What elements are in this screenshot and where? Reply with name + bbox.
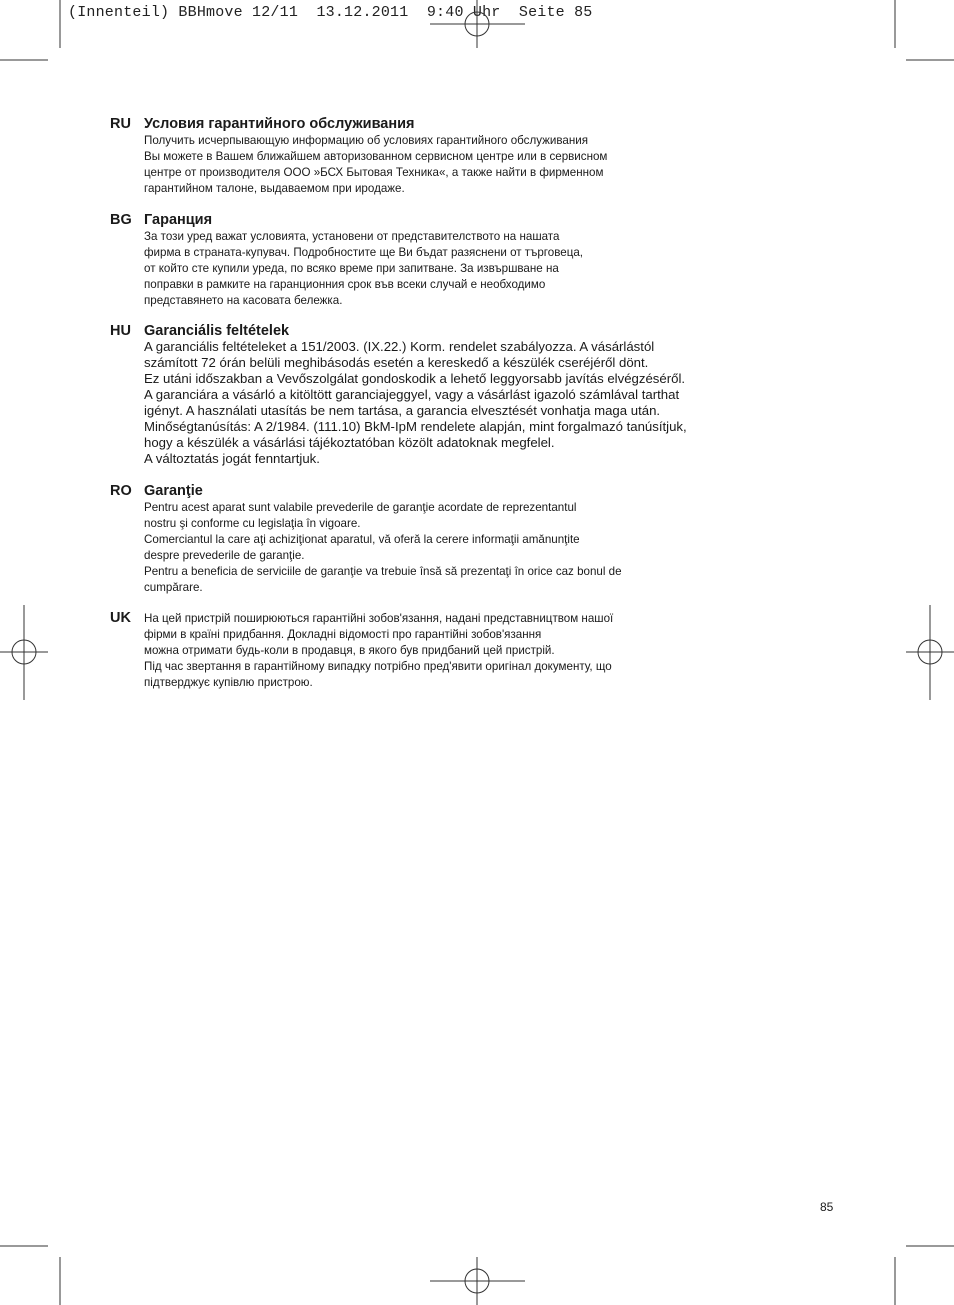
section-body bbox=[144, 133, 764, 197]
language-code: RO bbox=[110, 483, 132, 499]
body-line: A változtatás jogát fenntartjuk. bbox=[144, 451, 320, 466]
body-line: Comerciantul la care aţi achiziţionat aparatul, vă oferă la cerere informaţii amănunţite bbox=[144, 533, 580, 546]
section-body bbox=[144, 500, 764, 596]
section-title: Условия гарантийного обслуживания bbox=[144, 116, 415, 132]
body-line: підтверджує купівлю пристрою. bbox=[144, 676, 313, 689]
section-body bbox=[144, 611, 764, 691]
page-number: 85 bbox=[820, 1200, 834, 1214]
body-line: За този уред важат условията, установени от представителството на нашата bbox=[144, 230, 560, 243]
body-line: центре от производителя ООО »БСХ Бытовая Техника«, а также найти в фирменном bbox=[144, 166, 604, 179]
language-code: BG bbox=[110, 212, 132, 228]
section-title: Garanciális feltételek bbox=[144, 323, 290, 339]
body-line: igényt. A használati utasítás be nem tartása, a garancia elvesztését vonhatja maga után. bbox=[144, 403, 661, 418]
section-title: Garanţie bbox=[144, 483, 203, 499]
body-line: Під час звертання в гарантійному випадку потрібно пред'явити оригінал документу, що bbox=[144, 660, 612, 673]
body-line: от който сте купили уреда, по всяко време при запитване. За извършване на bbox=[144, 262, 559, 275]
body-line: фирма в страната-купувач. Подробностите ще Ви бъдат разяснени от търговеца, bbox=[144, 246, 583, 259]
body-line: despre prevederile de garanţie. bbox=[144, 549, 305, 562]
section-body bbox=[144, 229, 764, 309]
language-code: RU bbox=[110, 116, 131, 132]
body-line: Ez utáni időszakban a Vevőszolgálat gondoskodik a lehető leggyorsabb javítás elvégzéséről. bbox=[144, 371, 686, 386]
body-line: Pentru acest aparat sunt valabile prevederile de garanţie acordate de reprezentantul bbox=[144, 501, 577, 514]
body-line: представянето на касовата бележка. bbox=[144, 294, 343, 307]
body-line: A garanciára a vásárló a kitöltött garanciajeggyel, vagy a vásárlást igazoló számlával tarthat bbox=[144, 387, 680, 402]
body-line: гарантийном талоне, выдаваемом при иродаже. bbox=[144, 182, 405, 195]
body-line: A garanciális feltételeket a 151/2003. (IX.22.) Korm. rendelet szabályozza. A vásárlástól bbox=[144, 339, 655, 354]
section-body bbox=[144, 339, 764, 467]
body-line: На цей пристрій поширюються гарантійні зобов'язання, надані представництвом нашої bbox=[144, 612, 614, 625]
section-title: Гаранция bbox=[144, 212, 213, 228]
language-code: UK bbox=[110, 610, 131, 626]
body-line: nostru şi conforme cu legislaţia în vigoare. bbox=[144, 517, 361, 530]
body-line: фірми в країні придбання. Докладні відомості про гарантійні зобов'язання bbox=[144, 628, 542, 641]
body-line: számított 72 órán belüli meghibásodás esetén a kereskedő a készülék cseréjéről dönt. bbox=[144, 355, 649, 370]
body-line: Pentru a beneficia de serviciile de garanţie va trebuie însă să prezentaţi în orice caz bonul de bbox=[144, 565, 622, 578]
body-line: Minőségtanúsítás: A 2/1984. (111.10) BkM-IpM rendelete alapján, mint forgalmazó tanúsítjuk, bbox=[144, 419, 687, 434]
body-line: hogy a készülék a vásárlási tájékoztatóban közölt adatoknak megfelel. bbox=[144, 435, 555, 450]
body-line: cumpărare. bbox=[144, 581, 203, 594]
print-slug: (Innenteil) BBHmove 12/11 13.12.2011 9:40 Uhr Seite 85 bbox=[68, 4, 593, 21]
language-code: HU bbox=[110, 323, 131, 339]
body-line: поправки в рамките на гаранционния срок във всеки случай е необходимо bbox=[144, 278, 546, 291]
body-line: Получить исчерпывающую информацию об условиях гарантийного обслуживания bbox=[144, 134, 589, 147]
body-line: можна отримати будь-коли в продавця, в якого був придбаний цей пристрій. bbox=[144, 644, 555, 657]
body-line: Вы можете в Вашем ближайшем авторизованном сервисном центре или в сервисном bbox=[144, 150, 608, 163]
